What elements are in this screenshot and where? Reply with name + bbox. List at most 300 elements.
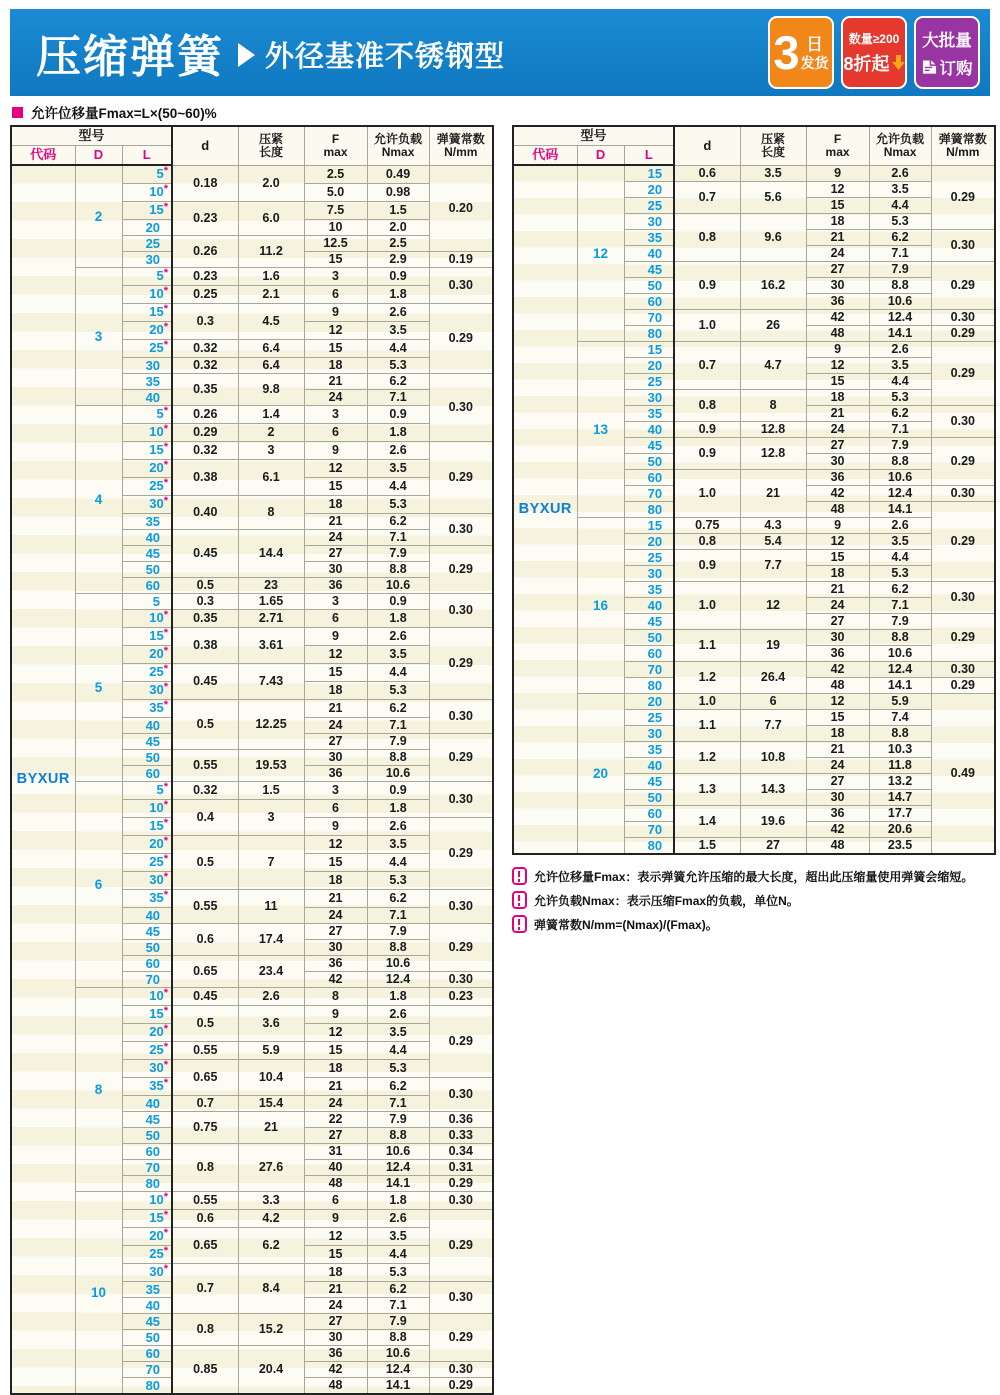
cell-L (624, 390, 674, 406)
cell-fmax: 9 (304, 818, 367, 836)
header-row (11, 126, 493, 146)
cell-spring-constant: 0.31 (429, 1160, 493, 1176)
header-L: L (624, 146, 674, 166)
cell-L (122, 1298, 172, 1314)
cell-fmax: 27 (304, 924, 367, 940)
cell-spring-constant: 0.49 (931, 694, 995, 855)
l-value: 50 (647, 454, 663, 469)
cell-spring-constant: 0.30 (429, 890, 493, 924)
table-row (513, 518, 995, 534)
l-value: 30 (149, 872, 164, 887)
l-value: 45 (647, 774, 663, 789)
cell-D: 5 (75, 594, 122, 782)
cell-compressed-length: 10.4 (238, 1060, 304, 1096)
cell-L (122, 578, 172, 594)
l-value: 25 (145, 236, 161, 251)
arrow-down-icon (892, 55, 905, 70)
cell-nmax: 10.6 (869, 646, 931, 662)
cell-compressed-length: 26 (740, 310, 806, 342)
cell-fmax: 24 (304, 530, 367, 546)
star-icon: * (163, 459, 169, 471)
cell-nmax: 2.6 (367, 442, 429, 460)
cell-compressed-length: 23 (238, 578, 304, 594)
cell-nmax: 2.6 (869, 342, 931, 358)
cell-d: 0.55 (172, 890, 238, 924)
l-value: 40 (145, 1298, 161, 1313)
note-exclamation-icon (512, 867, 527, 885)
cell-d: 1.1 (674, 710, 740, 742)
cell-d: 0.7 (172, 1096, 238, 1112)
cell-L (122, 460, 172, 478)
l-value: 15 (149, 304, 164, 319)
l-value: 15 (647, 166, 663, 181)
cell-nmax: 10.6 (367, 578, 429, 594)
star-icon: * (163, 321, 169, 333)
cell-d: 1.0 (674, 694, 740, 710)
cell-nmax: 7.1 (367, 1298, 429, 1314)
cell-spring-constant: 0.30 (429, 782, 493, 818)
cell-compressed-length: 21 (238, 1112, 304, 1144)
cell-d: 0.85 (172, 1346, 238, 1395)
cell-nmax: 1.8 (367, 988, 429, 1006)
cell-L (122, 202, 172, 220)
cell-nmax: 10.6 (367, 1346, 429, 1362)
cell-L (122, 818, 172, 836)
cell-L (122, 1128, 172, 1144)
l-value: 45 (145, 546, 161, 561)
header-compressed-length (740, 126, 806, 165)
cell-fmax: 30 (806, 630, 869, 646)
cell-compressed-length: 14.3 (740, 774, 806, 806)
l-value: 50 (647, 630, 663, 645)
cell-compressed-length: 21 (740, 470, 806, 518)
cell-L (122, 1282, 172, 1298)
cell-nmax: 7.9 (367, 734, 429, 750)
cell-fmax: 21 (304, 1282, 367, 1298)
cell-fmax: 18 (806, 390, 869, 406)
cell-nmax: 7.4 (869, 710, 931, 726)
cell-L (624, 726, 674, 742)
l-value: 20 (149, 1228, 164, 1243)
cell-fmax: 12 (304, 460, 367, 478)
cell-fmax: 18 (304, 496, 367, 514)
cell-L (122, 628, 172, 646)
badge-quantity-discount (841, 16, 907, 89)
cell-nmax: 4.4 (367, 664, 429, 682)
l-value: 40 (145, 718, 161, 733)
cell-spring-constant: 0.29 (931, 438, 995, 486)
cell-fmax: 15 (806, 550, 869, 566)
cell-spring-constant: 0.29 (429, 1314, 493, 1362)
cell-nmax: 12.4 (367, 1160, 429, 1176)
header-line: 压紧 (761, 131, 786, 146)
header-allowable-load (367, 126, 429, 165)
cell-fmax: 6 (304, 286, 367, 304)
cell-L (624, 326, 674, 342)
star-icon: * (163, 339, 169, 351)
cell-compressed-length: 19 (740, 630, 806, 662)
cell-nmax: 4.4 (367, 1246, 429, 1264)
cell-fmax: 36 (304, 578, 367, 594)
cell-L (122, 890, 172, 908)
cell-nmax: 8.8 (869, 630, 931, 646)
cell-spring-constant: 0.30 (429, 268, 493, 304)
cell-fmax: 3 (304, 594, 367, 610)
l-value: 25 (647, 198, 663, 213)
table-row (11, 406, 493, 424)
cell-nmax: 6.2 (367, 890, 429, 908)
table-header (513, 126, 995, 165)
cell-fmax: 8 (304, 988, 367, 1006)
cell-fmax: 30 (304, 1330, 367, 1346)
cell-compressed-length: 2.0 (238, 165, 304, 202)
cell-nmax: 3.5 (367, 1228, 429, 1246)
header-D: D (75, 146, 122, 166)
cell-L (122, 530, 172, 546)
l-value: 30 (647, 390, 663, 405)
cell-L (122, 1246, 172, 1264)
cell-L (624, 486, 674, 502)
table-row (11, 1192, 493, 1210)
cell-fmax: 24 (806, 422, 869, 438)
cell-L (122, 682, 172, 700)
cell-d: 0.5 (172, 700, 238, 750)
l-value: 40 (145, 530, 161, 545)
cell-fmax: 31 (304, 1144, 367, 1160)
l-value: 70 (145, 1362, 161, 1377)
l-value: 45 (145, 1112, 161, 1127)
cell-compressed-length: 6.2 (238, 1228, 304, 1264)
cell-fmax: 48 (806, 502, 869, 518)
cell-fmax: 27 (304, 546, 367, 562)
cell-nmax: 4.4 (869, 198, 931, 214)
cell-nmax: 7.1 (869, 246, 931, 262)
star-icon: * (163, 699, 169, 711)
l-value: 10 (149, 286, 164, 301)
header-allowable-load (869, 126, 931, 165)
cell-fmax: 21 (304, 374, 367, 390)
cell-fmax: 12 (806, 182, 869, 198)
header-code: 代码 (513, 146, 577, 166)
cell-L (122, 700, 172, 718)
l-value: 50 (145, 562, 161, 577)
left-spec-table (10, 125, 494, 1395)
cell-nmax: 2.6 (367, 304, 429, 322)
cell-L (122, 1210, 172, 1228)
cell-L (122, 1144, 172, 1160)
star-icon: * (163, 1209, 169, 1221)
cell-L (122, 514, 172, 530)
cell-fmax: 21 (304, 700, 367, 718)
cell-d: 0.65 (172, 1060, 238, 1096)
l-value: 30 (149, 1264, 164, 1279)
cell-L (122, 322, 172, 340)
header-line: 长度 (761, 144, 786, 159)
l-value: 60 (145, 1144, 161, 1159)
cell-spring-constant: 0.34 (429, 1144, 493, 1160)
star-icon: * (163, 1191, 169, 1203)
cell-L (122, 1096, 172, 1112)
l-value: 80 (145, 1176, 161, 1191)
cell-nmax: 7.1 (367, 718, 429, 734)
cell-spring-constant: 0.29 (429, 1006, 493, 1078)
cell-d: 0.9 (674, 262, 740, 310)
l-value: 25 (149, 1042, 164, 1057)
cell-fmax: 18 (806, 726, 869, 742)
badge-bulk-order-label: 订购 (939, 59, 973, 78)
table-body (513, 165, 995, 854)
star-icon: * (163, 627, 169, 639)
cell-fmax: 48 (304, 1378, 367, 1395)
cell-L (624, 374, 674, 390)
cell-L (122, 1160, 172, 1176)
l-value: 20 (647, 358, 663, 373)
header-line: Nmax (381, 144, 415, 159)
cell-d: 0.8 (172, 1144, 238, 1192)
cell-nmax: 7.1 (367, 1096, 429, 1112)
cell-compressed-length: 15.2 (238, 1314, 304, 1346)
cell-d: 0.55 (172, 1042, 238, 1060)
cell-spring-constant: 0.36 (429, 1112, 493, 1128)
cell-fmax: 15 (304, 664, 367, 682)
cell-fmax: 21 (304, 514, 367, 530)
l-value: 60 (145, 956, 161, 971)
cell-nmax: 6.2 (869, 406, 931, 422)
cell-nmax: 5.3 (869, 390, 931, 406)
cell-nmax: 4.4 (367, 1042, 429, 1060)
cell-fmax: 48 (806, 838, 869, 855)
cell-L (122, 800, 172, 818)
l-value: 25 (647, 374, 663, 389)
cell-L (122, 766, 172, 782)
cell-nmax: 12.4 (869, 662, 931, 678)
cell-compressed-length: 1.5 (238, 782, 304, 800)
table-header (11, 126, 493, 165)
cell-nmax: 5.3 (367, 1264, 429, 1282)
cell-L (624, 614, 674, 630)
cell-compressed-length: 3.6 (238, 1006, 304, 1042)
cell-nmax: 4.4 (367, 340, 429, 358)
cell-D: 10 (75, 1192, 122, 1395)
cell-L (122, 1346, 172, 1362)
cell-d: 0.38 (172, 628, 238, 664)
cell-L (122, 1330, 172, 1346)
cell-fmax: 36 (304, 956, 367, 972)
cell-L (122, 646, 172, 664)
spec-tables (10, 125, 998, 1395)
cell-compressed-length: 8.4 (238, 1264, 304, 1314)
cell-nmax: 4.4 (367, 478, 429, 496)
cell-compressed-length: 16.2 (740, 262, 806, 310)
l-value: 50 (145, 750, 161, 765)
l-value: 5 (156, 782, 164, 797)
note-bullet-square-icon (12, 107, 23, 118)
cell-d: 1.5 (674, 838, 740, 855)
cell-L (122, 872, 172, 890)
cell-nmax: 3.5 (869, 182, 931, 198)
cell-spring-constant: 0.29 (931, 165, 995, 230)
cell-fmax: 27 (304, 1128, 367, 1144)
cell-compressed-length: 2 (238, 424, 304, 442)
cell-fmax: 2.5 (304, 165, 367, 184)
cell-fmax: 40 (304, 1160, 367, 1176)
cell-nmax: 3.5 (367, 836, 429, 854)
cell-spring-constant: 0.30 (931, 230, 995, 262)
cell-spring-constant: 0.30 (931, 310, 995, 326)
cell-d: 0.9 (674, 438, 740, 470)
cell-compressed-length: 20.4 (238, 1346, 304, 1395)
star-icon: * (163, 853, 169, 865)
cell-L (122, 1192, 172, 1210)
cell-d: 0.45 (172, 664, 238, 700)
l-value: 35 (145, 1282, 161, 1297)
cell-compressed-length: 4.7 (740, 342, 806, 390)
star-icon: * (163, 1077, 169, 1089)
cell-d: 0.26 (172, 236, 238, 268)
star-icon: * (163, 165, 169, 177)
cell-D: 2 (75, 165, 122, 268)
table-row (11, 594, 493, 610)
cell-fmax: 18 (304, 1264, 367, 1282)
cell-spring-constant: 0.30 (429, 700, 493, 734)
l-value: 25 (149, 854, 164, 869)
cell-spring-constant: 0.29 (429, 1378, 493, 1395)
page-title: 压缩弹簧 (36, 31, 225, 82)
cell-fmax: 3 (304, 268, 367, 286)
cell-L (624, 806, 674, 822)
cell-fmax: 27 (806, 614, 869, 630)
cell-fmax: 18 (304, 682, 367, 700)
cell-spring-constant: 0.29 (931, 326, 995, 342)
l-value: 20 (149, 1024, 164, 1039)
cell-compressed-length: 19.6 (740, 806, 806, 838)
cell-spring-constant: 0.23 (429, 988, 493, 1006)
cell-compressed-length: 6 (740, 694, 806, 710)
cell-nmax: 3.5 (869, 358, 931, 374)
cell-nmax: 10.6 (869, 470, 931, 486)
cell-compressed-length: 9.6 (740, 214, 806, 262)
l-value: 70 (647, 310, 663, 325)
cell-d: 0.32 (172, 782, 238, 800)
cell-L (624, 822, 674, 838)
cell-nmax: 8.8 (869, 278, 931, 294)
table-row (11, 165, 493, 184)
cell-spring-constant: 0.30 (429, 972, 493, 988)
header-model: 型号 (11, 126, 172, 146)
cell-nmax: 6.2 (367, 514, 429, 530)
cell-L (122, 478, 172, 496)
cell-L (624, 294, 674, 310)
cell-code: BYXUR (513, 165, 577, 854)
cell-L (122, 1314, 172, 1330)
cell-fmax: 48 (806, 678, 869, 694)
l-value: 15 (149, 202, 164, 217)
l-value: 70 (647, 486, 663, 501)
cell-fmax: 15 (304, 252, 367, 268)
cell-L (624, 262, 674, 278)
cell-d: 0.7 (674, 342, 740, 390)
cell-fmax: 42 (806, 822, 869, 838)
cell-fmax: 6 (304, 1192, 367, 1210)
star-icon: * (163, 645, 169, 657)
cell-nmax: 0.9 (367, 782, 429, 800)
cell-fmax: 18 (304, 1060, 367, 1078)
cell-nmax: 7.9 (367, 1112, 429, 1128)
right-spec-table (512, 125, 996, 855)
cell-fmax: 18 (806, 214, 869, 230)
cell-nmax: 8.8 (367, 1128, 429, 1144)
cell-nmax: 17.7 (869, 806, 931, 822)
cell-D: 4 (75, 406, 122, 594)
l-value: 25 (149, 1246, 164, 1261)
cell-compressed-length: 2.71 (238, 610, 304, 628)
l-value: 45 (145, 1314, 161, 1329)
header-d: d (172, 126, 238, 165)
promo-badges (768, 16, 980, 89)
cell-nmax: 10.3 (869, 742, 931, 758)
cell-fmax: 12 (806, 534, 869, 550)
l-value: 50 (145, 940, 161, 955)
l-value: 5 (156, 406, 164, 421)
cell-compressed-length: 7.7 (740, 550, 806, 582)
header-line: 压紧 (259, 131, 284, 146)
cell-L (624, 165, 674, 182)
cell-L (122, 442, 172, 460)
note-exclamation-icon (512, 891, 527, 909)
cell-nmax: 0.49 (367, 165, 429, 184)
cell-compressed-length: 7.43 (238, 664, 304, 700)
cell-d: 1.2 (674, 662, 740, 694)
cell-fmax: 24 (304, 1096, 367, 1112)
cell-L (122, 924, 172, 940)
cell-compressed-length: 10.8 (740, 742, 806, 774)
star-icon: * (163, 1227, 169, 1239)
l-value: 70 (647, 822, 663, 837)
cell-L (624, 694, 674, 710)
cell-fmax: 24 (304, 390, 367, 406)
cell-d: 1.0 (674, 470, 740, 518)
cell-nmax: 5.9 (869, 694, 931, 710)
cell-nmax: 1.8 (367, 800, 429, 818)
cell-fmax: 24 (304, 1298, 367, 1314)
cell-L (122, 1024, 172, 1042)
cell-spring-constant: 0.29 (429, 442, 493, 514)
header-line: F (833, 131, 842, 146)
cell-fmax: 12 (304, 646, 367, 664)
cell-d: 0.75 (172, 1112, 238, 1144)
cell-d: 0.65 (172, 1228, 238, 1264)
l-value: 45 (145, 734, 161, 749)
cell-nmax: 8.8 (869, 454, 931, 470)
footnote-item (512, 915, 998, 933)
cell-fmax: 18 (304, 872, 367, 890)
header-compressed-length (238, 126, 304, 165)
cell-L (122, 734, 172, 750)
cell-fmax: 15 (806, 710, 869, 726)
header-line: N/mm (946, 144, 980, 159)
l-value: 35 (145, 374, 161, 389)
star-icon: * (163, 477, 169, 489)
cell-L (122, 304, 172, 322)
header-fmax (806, 126, 869, 165)
cell-L (624, 358, 674, 374)
cell-d: 1.3 (674, 774, 740, 806)
cell-L (624, 214, 674, 230)
star-icon: * (163, 405, 169, 417)
cell-L (122, 610, 172, 628)
cell-nmax: 8.8 (367, 750, 429, 766)
star-icon: * (163, 1245, 169, 1257)
